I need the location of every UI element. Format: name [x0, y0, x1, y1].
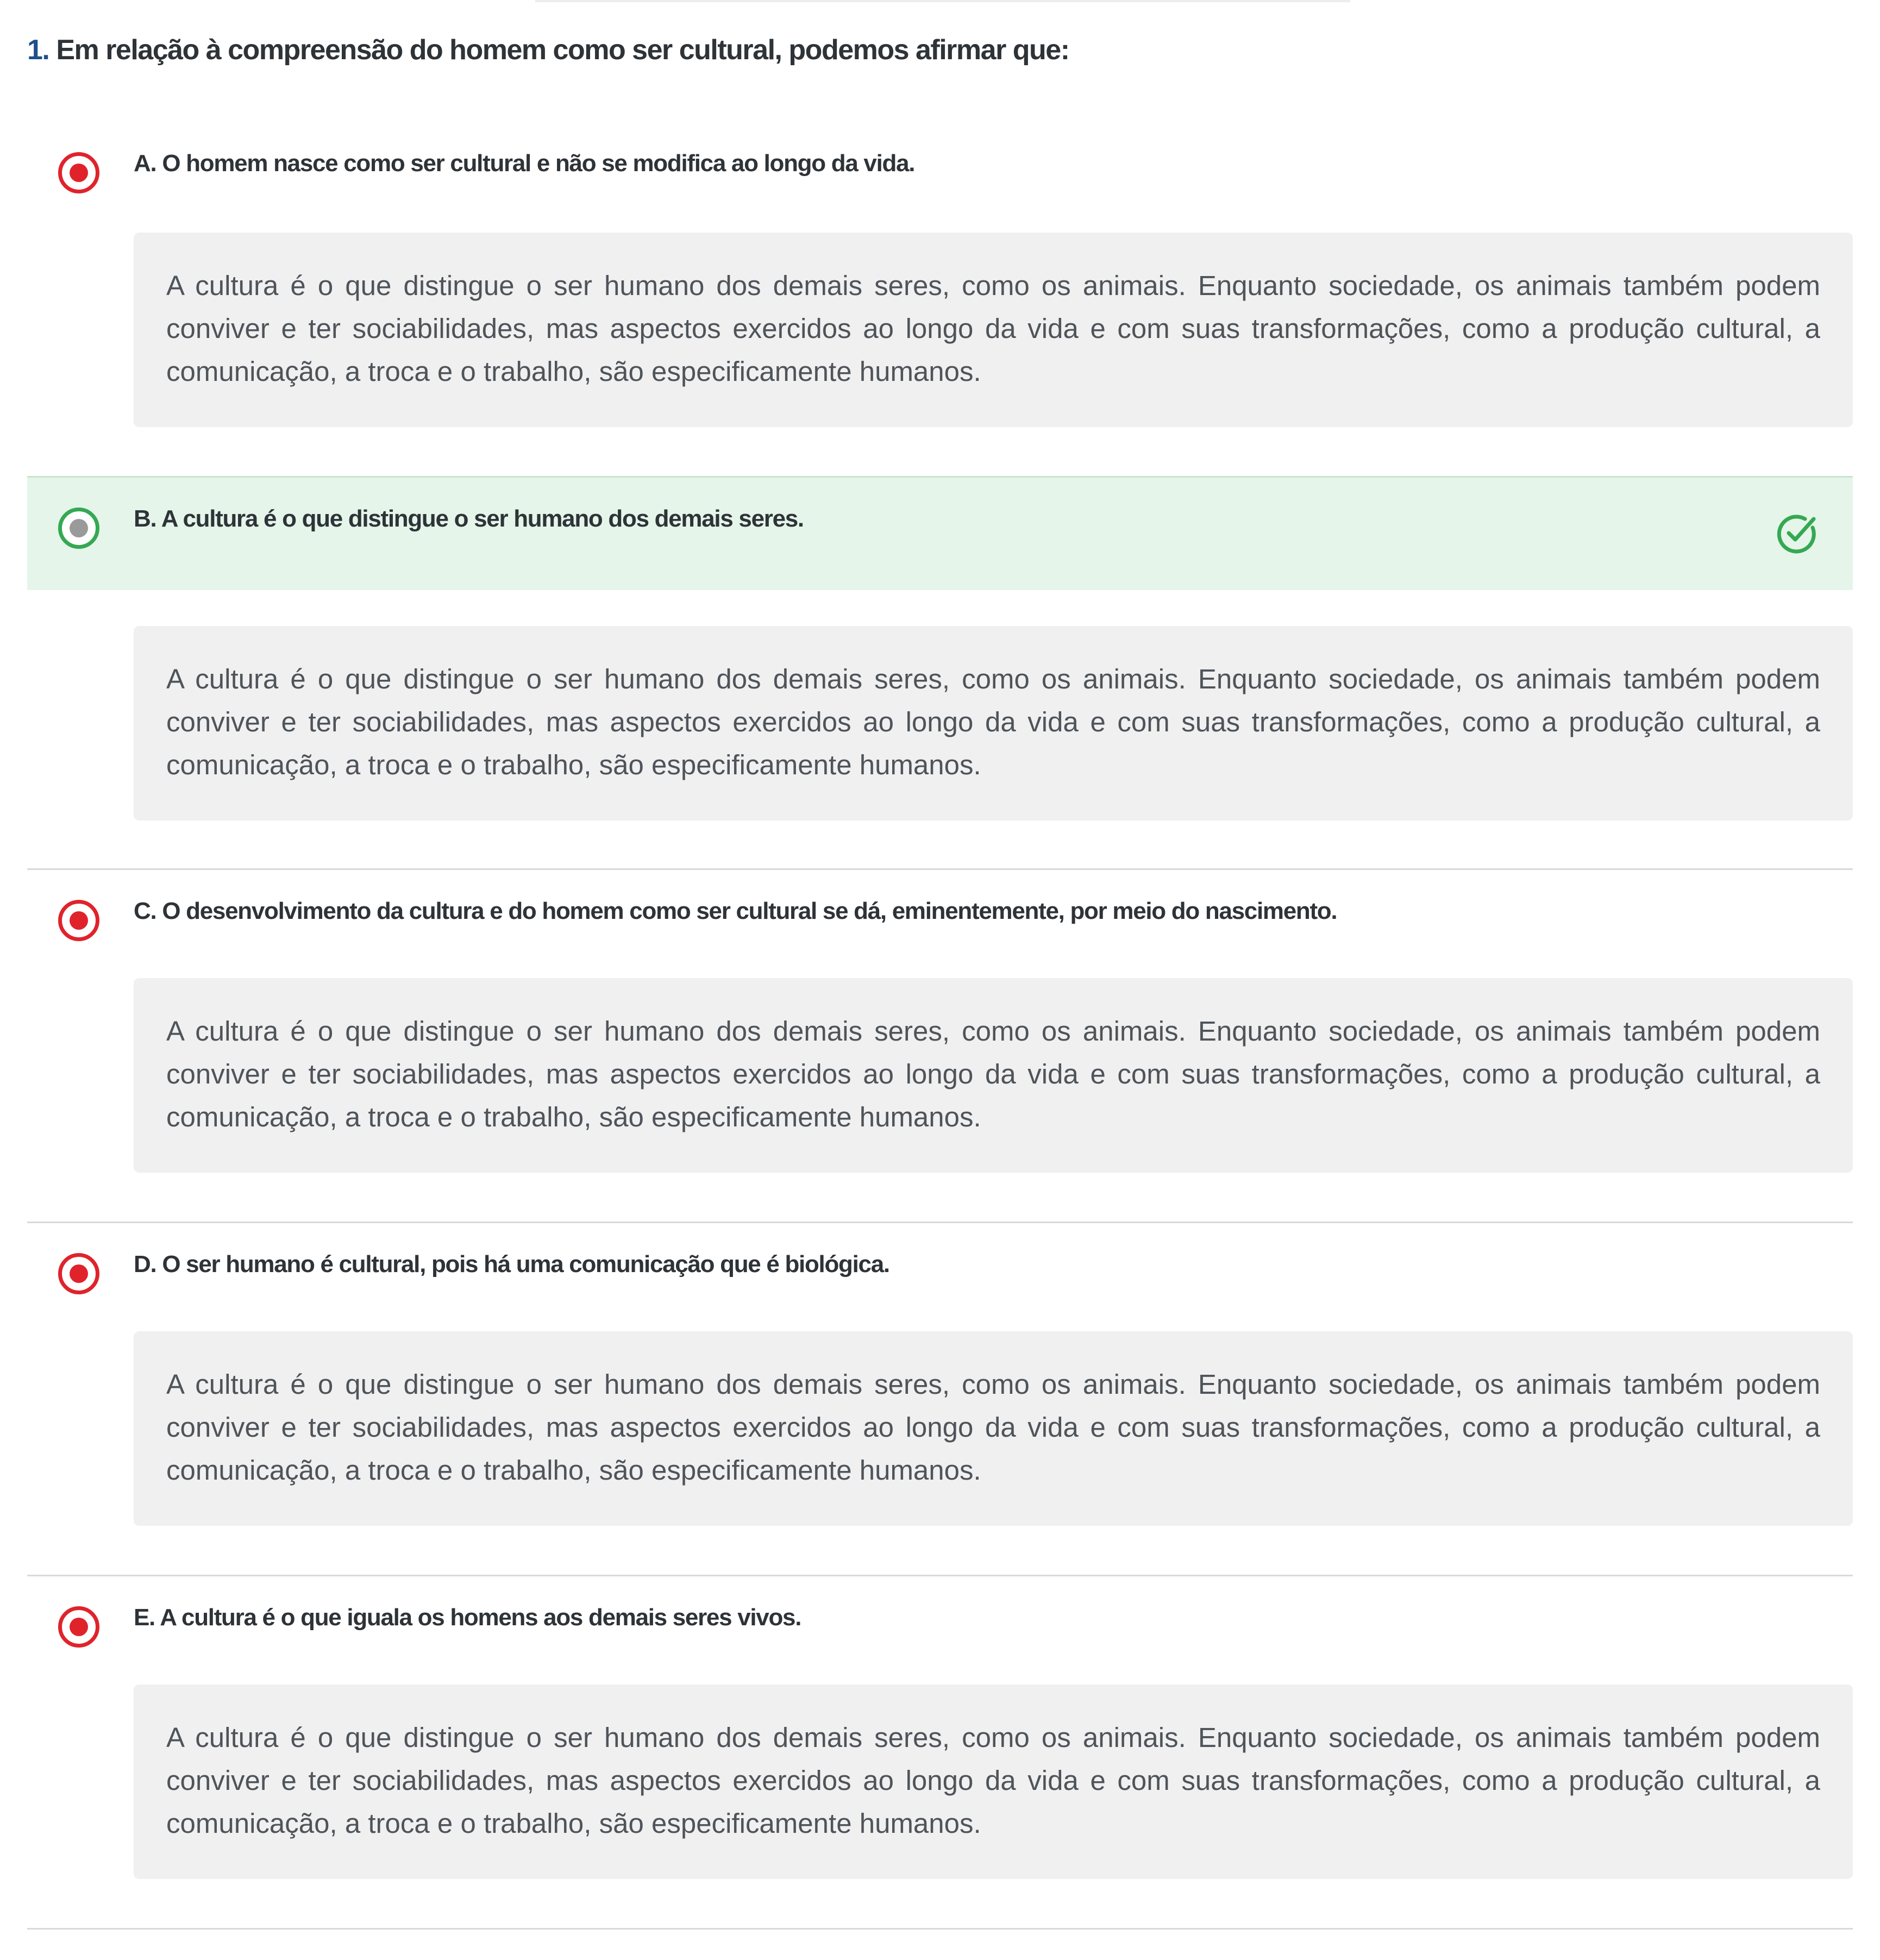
question-number: 1.: [27, 34, 49, 66]
option-a-label: A. O homem nasce como ser cultural e não se modifica ao longo da vida.: [134, 150, 915, 177]
option-e: [27, 1575, 1853, 1689]
option-b-row[interactable]: [27, 476, 1853, 590]
option-b-radio-icon[interactable]: [58, 508, 99, 549]
option-d-radio-incorrect-icon[interactable]: [58, 1253, 99, 1294]
correct-check-icon: [1775, 510, 1820, 556]
option-e-feedback: [134, 1685, 1853, 1879]
option-e-feedback-text: A cultura é o que distingue o ser humano dos demais seres, como os animais. Enquanto sociedade, os animais também podem conviver e ter sociabilidades, mas aspectos exercidos ao longo da vida e com suas transformações, como a produção cultural, a comunicação, a troca e o trabalho, são especificamente humanos.: [166, 1722, 1820, 1839]
option-b: [27, 476, 1853, 590]
option-a-radio-incorrect-icon[interactable]: [58, 152, 99, 193]
option-e-radio-incorrect-icon[interactable]: [58, 1606, 99, 1648]
option-d-feedback-text: A cultura é o que distingue o ser humano dos demais seres, como os animais. Enquanto sociedade, os animais também podem conviver e ter sociabilidades, mas aspectos exercidos ao longo da vida e com suas transformações, como a produção cultural, a comunicação, a troca e o trabalho, são especificamente humanos.: [166, 1369, 1820, 1486]
question-title: [27, 34, 1069, 66]
option-e-label: E. A cultura é o que iguala os homens aos demais seres vivos.: [134, 1604, 801, 1631]
option-b-feedback-text: A cultura é o que distingue o ser humano dos demais seres, como os animais. Enquanto sociedade, os animais também podem conviver e ter sociabilidades, mas aspectos exercidos ao longo da vida e com suas transformações, como a produção cultural, a comunicação, a troca e o trabalho, são especificamente humanos.: [166, 663, 1820, 780]
top-divider: [535, 0, 1350, 2]
option-a-row[interactable]: [27, 121, 1853, 235]
option-b-feedback: [134, 626, 1853, 821]
option-d-row[interactable]: [27, 1222, 1853, 1336]
option-d: [27, 1222, 1853, 1336]
question-text: Em relação à compreensão do homem como ser cultural, podemos afirmar que:: [56, 34, 1069, 66]
option-c-label: C. O desenvolvimento da cultura e do homem como ser cultural se dá, eminentemente, por meio do nascimento.: [134, 898, 1337, 924]
option-c-radio-incorrect-icon[interactable]: [58, 900, 99, 941]
option-divider: [27, 1928, 1853, 1930]
option-d-feedback: [134, 1331, 1853, 1526]
option-a-feedback-text: A cultura é o que distingue o ser humano dos demais seres, como os animais. Enquanto sociedade, os animais também podem conviver e ter sociabilidades, mas aspectos exercidos ao longo da vida e com suas transformações, como a produção cultural, a comunicação, a troca e o trabalho, são especificamente humanos.: [166, 270, 1820, 387]
option-c: [27, 868, 1853, 982]
option-c-feedback-text: A cultura é o que distingue o ser humano dos demais seres, como os animais. Enquanto sociedade, os animais também podem conviver e ter sociabilidades, mas aspectos exercidos ao longo da vida e com suas transformações, como a produção cultural, a comunicação, a troca e o trabalho, são especificamente humanos.: [166, 1016, 1820, 1132]
option-a-feedback: [134, 233, 1853, 427]
option-d-label: D. O ser humano é cultural, pois há uma comunicação que é biológica.: [134, 1251, 889, 1278]
option-e-row[interactable]: [27, 1575, 1853, 1689]
option-c-row[interactable]: [27, 868, 1853, 982]
option-b-label: B. A cultura é o que distingue o ser humano dos demais seres.: [134, 505, 804, 532]
option-c-feedback: [134, 978, 1853, 1173]
option-a: [27, 121, 1853, 235]
